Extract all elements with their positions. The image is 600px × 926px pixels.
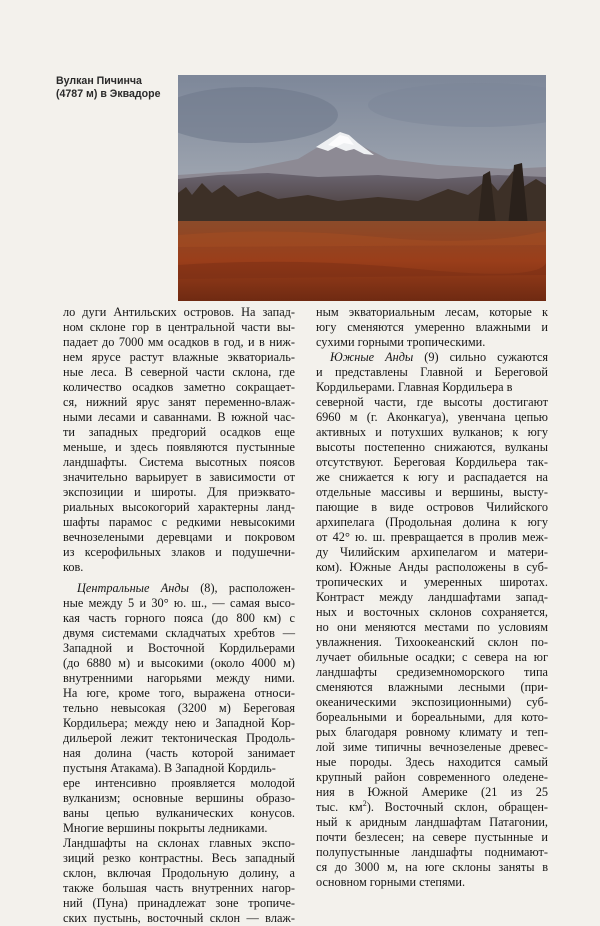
text-line [63,806,295,821]
text-line [316,335,548,350]
text-line [316,875,548,890]
line-text: значительно варьирует в зависимости от [63,470,295,484]
line-text: ные породы. Здесь находится самый [316,755,548,769]
line-text: от 42° ю. ш. превращается в пролив меж- [316,530,548,544]
text-line [316,320,548,335]
text-line [63,581,295,596]
line-text: высоты постепенно снижаются, вулканы [316,440,548,454]
text-line [316,695,548,710]
text-line [63,791,295,806]
line-text: бореальными и бореальными, для кото- [316,710,548,724]
line-text: полупустынные ландшафты поднимают- [316,845,548,859]
line-text: ере интенсивно проявляется молодой [63,776,295,790]
text-line [63,500,295,515]
line-text: ний (Пуна) принадлежат зоне тропиче- [63,896,295,910]
text-line [63,776,295,791]
line-text: тыс. км [316,800,363,814]
line-text: падает до 7000 мм осадков в год, и в ниж- [63,335,295,349]
text-line [63,626,295,641]
line-text: ных и восточных склонов сохраняется, [316,605,548,619]
text-line [63,335,295,350]
line-text: сменяются влажными лесными (при- [316,680,548,694]
text-line [316,710,548,725]
text-line [316,485,548,500]
line-text: океаническими экспозиционными) суб- [316,695,548,709]
text-line [63,686,295,701]
text-line [63,731,295,746]
text-line [316,380,548,395]
text-line [63,911,295,926]
text-line [316,545,548,560]
line-text: количество осадков заметно сокращает- [63,380,295,394]
line-text: же снижается к югу и распадается на [316,470,548,484]
section-heading: Центральные Анды [77,581,189,595]
line-text: отсутствуют. Береговая Кордильера так- [316,455,548,469]
text-line [316,725,548,740]
line-text: тельно невысокая (3200 м) Береговая [63,701,295,715]
line-text: (8), расположен- [188,581,295,595]
line-text: шафты парамос с редкими невысокими [63,515,295,529]
line-text: ный к аридным ландшафтам Патагонии, [316,815,548,829]
text-line [63,611,295,626]
text-line [316,560,548,575]
line-text: основном горными степями. [316,875,466,889]
line-text: ся до 3000 м, на юге склоны заняты в [316,860,548,874]
text-line [63,365,295,380]
text-line [316,455,548,470]
text-line [316,770,548,785]
line-text: меньше, и здесь появляются пустынные [63,440,295,454]
text-line [63,410,295,425]
line-text: ландшафты средиземноморского типа [316,665,548,679]
text-line [63,425,295,440]
text-line [63,440,295,455]
line-text: отдельные массивы и вершины, высту- [316,485,548,499]
line-text: Кордильерами. Главная Кордильера в [316,380,513,394]
line-text: ным экваториальным лесам, которые к [316,305,548,319]
text-line [316,470,548,485]
text-line [316,755,548,770]
line-text: (до 6880 м) и высокими (около 4000 м) [63,656,295,670]
text-line [316,575,548,590]
text-line [63,896,295,911]
caption-line-1: Вулкан Пичинча [56,75,142,87]
line-text: склон, включая Продольную долину, а [63,866,295,880]
text-line [316,635,548,650]
line-text: северной части, где высоты достигают [316,395,548,409]
text-line [316,395,548,410]
line-text: почти безлесен; на севере пустынные и [316,830,548,844]
text-line [63,485,295,500]
text-line [316,425,548,440]
line-text: сухими горными тропическими. [316,335,486,349]
line-text: ду Чилийским архипелагом и матери- [316,545,548,559]
line-text: ландшафты. Система высотных поясов [63,455,295,469]
text-line [63,470,295,485]
text-line [316,365,548,380]
text-line [316,605,548,620]
text-line [316,410,548,425]
left-column [63,305,295,926]
text-line [316,350,548,365]
line-text: из ксерофильных злаков и подушечни- [63,545,295,559]
line-text: ном склоне гор в центральной части вы- [63,320,295,334]
text-line [63,656,295,671]
text-line [63,530,295,545]
text-line [63,716,295,731]
line-text: лой зиме типичны вечнозеленые древес- [316,740,548,754]
text-line [316,830,548,845]
line-text: ваны цепью вулканических конусов. [63,806,295,820]
text-line [316,845,548,860]
caption-line-2: (4787 м) в Эквадоре [56,88,161,100]
line-text: ная долина (часть которой занимает [63,746,295,760]
line-text: зиций резко контрастны. Весь западный [63,851,295,865]
line-text: ских пустынь, восточный склон — влаж- [63,911,295,925]
figure-caption [56,75,174,101]
line-text: Многие вершины покрыты ледниками. [63,821,268,835]
text-line [316,800,548,815]
line-text: Западной и Восточной Кордильерами [63,641,295,655]
text-line [316,305,548,320]
text-line [63,545,295,560]
line-text: двумя системами складчатых хребтов — [63,626,295,640]
line-text: увлажнения. Тихоокеанский склон по- [316,635,548,649]
text-line [63,395,295,410]
text-line [63,761,295,776]
line-text: (9) сильно сужаются [413,350,548,364]
line-text: лучает обильные осадки; с севера на юг [316,650,548,664]
line-text: югу сменяются умеренно влажными и [316,320,548,334]
line-text: дильерой лежит тектоническая Продоль- [63,731,295,745]
text-line [63,671,295,686]
line-text: риальных высокогорий характерны ланд- [63,500,295,514]
line-text: 6960 м (г. Аконкагуа), увенчана цепью [316,410,548,424]
line-text: кая часть горного пояса (до 800 км) с [63,611,295,625]
line-text: Контраст между ландшафтами запад- [316,590,548,604]
text-line [63,380,295,395]
text-line [63,866,295,881]
line-text: архипелага (Продольная долина к югу [316,515,548,529]
text-line [316,440,548,455]
line-text: ся, нижний ярус занят переменно-влаж- [63,395,295,409]
line-text: также большая часть внутренних нагор- [63,881,295,895]
text-line [63,515,295,530]
text-line [316,515,548,530]
text-line [316,680,548,695]
volcano-photo [178,75,546,301]
text-line [316,665,548,680]
line-text: активных и потухших вулканов; к югу [316,425,548,439]
line-text: ния в Южной Америке (21 из 25 [316,785,548,799]
text-line [63,350,295,365]
line-text: но они меняются местами по условиям [316,620,548,634]
text-line [316,500,548,515]
text-line [316,650,548,665]
text-line [63,455,295,470]
superscript: 2 [362,798,367,808]
text-line [63,596,295,611]
right-column [316,305,548,890]
line-text: ло дуги Антильских островов. На запад- [63,305,295,319]
text-line [63,560,295,575]
line-text: ков. [63,560,84,574]
line-text: тропических и умеренных широтах. [316,575,548,589]
line-text: На юге, кроме того, выражена относи- [63,686,295,700]
text-line [63,881,295,896]
line-text: крупный район современного оледене- [316,770,548,784]
line-text: ком). Южные Анды расположены в суб- [316,560,548,574]
text-line [63,305,295,320]
line-text: ные между 5 и 30° ю. ш., — самая высо- [63,596,295,610]
text-line [316,620,548,635]
text-line [316,815,548,830]
line-text: вулканизм; основные вершины образо- [63,791,295,805]
text-line [316,860,548,875]
line-text: ными лесами и саваннами. В южной час- [63,410,295,424]
line-text: пустыня Атакама). В Западной Кордиль- [63,761,276,775]
text-line [63,746,295,761]
line-text: рых благодаря ровному климату и теп- [316,725,548,739]
text-line [316,590,548,605]
text-line [63,836,295,851]
line-text: Кордильера; между нею и Западной Кор- [63,716,295,730]
text-line [63,821,295,836]
text-line [316,785,548,800]
line-text: Ландшафты на склонах главных экспо- [63,836,295,850]
line-text: ти западных предгорий осадков еще [63,425,295,439]
line-text: ные леса. В северной части склона, где [63,365,295,379]
volcano-photo-illustration [178,75,546,301]
line-text: вечнозелеными деревцами и покровом [63,530,295,544]
line-text: и представлены Главной и Береговой [316,365,548,379]
text-line [63,641,295,656]
line-text-tail: ). Восточный склон, обращен- [366,800,548,814]
line-text: пающие в виде островов Чилийского [316,500,548,514]
text-line [63,851,295,866]
line-text: экспозиции и широты. Для приэквато- [63,485,295,499]
text-line [316,530,548,545]
line-text: внутренними нагорьями между ними. [63,671,295,685]
section-heading: Южные Анды [330,350,414,364]
text-line [63,701,295,716]
text-line [63,320,295,335]
line-text: нем ярусе растут влажные экваториаль- [63,350,295,364]
text-line [316,740,548,755]
